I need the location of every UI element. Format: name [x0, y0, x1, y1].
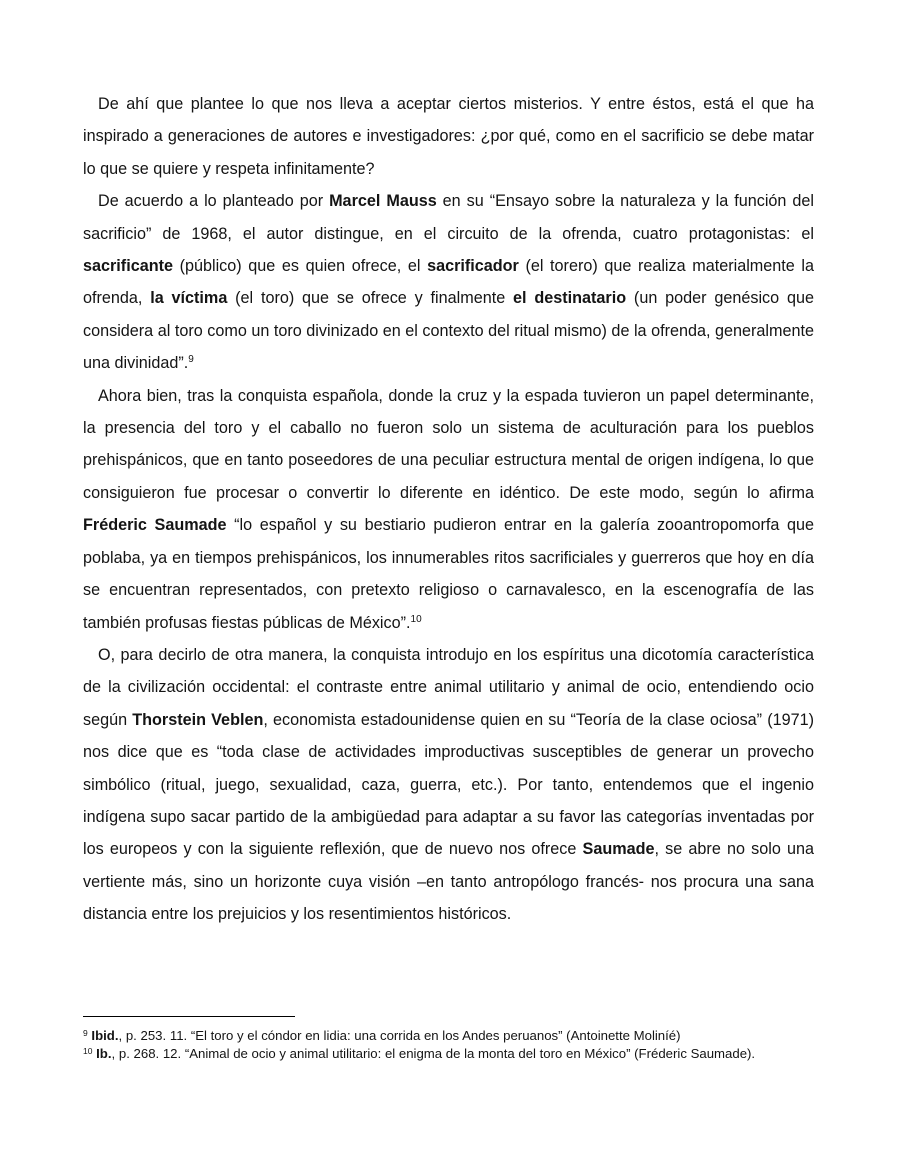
bold-text: sacrificador [427, 257, 519, 276]
bold-text: Marcel Mauss [329, 192, 437, 211]
footnote-9 [83, 1027, 814, 1045]
text-run: (un poder genésico que considera al toro como un toro divinizado en el contexto del ritual mismo) de la ofrenda, generalmente una divinidad”. [83, 289, 814, 373]
bold-text: Saumade [582, 840, 655, 859]
text-run: , se abre no solo una vertiente más, sino un horizonte cuya visión –en tanto antropólogo francés- nos procura una sana distancia entre los prejuicios y los resentimientos históricos. [83, 840, 814, 924]
footnote-ref: 10 [410, 613, 422, 625]
footnote-ref: 9 [188, 354, 194, 366]
bold-text: sacrificante [83, 257, 173, 276]
text-run: (el torero) que realiza materialmente la ofrenda, [83, 257, 814, 308]
text-run: (el toro) que se ofrece y finalmente [227, 289, 514, 308]
bold-text: la víctima [150, 289, 228, 308]
bold-text: Fréderic Saumade [83, 516, 227, 535]
text-run: (público) que es quien ofrece, el [172, 257, 428, 276]
footnote-ref: 10 [83, 1046, 93, 1056]
paragraph-3 [83, 380, 814, 639]
bold-text: Ibid. [91, 1028, 119, 1043]
paragraph-4 [83, 639, 814, 931]
footnotes [83, 1027, 814, 1063]
text-run: , economista estadounidense quien en su “Teoría de la clase ociosa” (1971) nos dice que es “toda clase de actividades improductivas susceptibles de generar un provecho simbólico (ritual, juego, sexualidad, caza, guerra, etc.). Por tanto, entendemos que el ingenio indígena supo sacar partido de la ambigüedad para adaptar a su favor las categorías inventadas por los europeos y con la siguiente reflexión, que de nuevo nos ofrece [83, 710, 814, 859]
text-run: , p. 253. 11. “El toro y el cóndor en lidia: una corrida en los Andes peruanos” (Antoinette Moliníé) [118, 1028, 681, 1043]
text-run: De ahí que plantee lo que nos lleva a aceptar ciertos misterios. Y entre éstos, está el que ha inspirado a generaciones de autores e investigadores: ¿por qué, como en el sacrificio se debe matar lo que se quiere y respeta infinitamente? [83, 95, 814, 178]
bold-text: Ib. [96, 1046, 112, 1061]
footnote-ref: 9 [83, 1028, 88, 1038]
bold-text: el destinatario [513, 289, 627, 308]
footnote-separator [83, 1016, 295, 1017]
bold-text: Thorstein Veblen [132, 710, 264, 729]
footnote-10 [83, 1045, 814, 1063]
paragraph-1 [83, 88, 814, 185]
text-run: Ahora bien, tras la conquista española, donde la cruz y la espada tuvieron un papel determinante, la presencia del toro y el caballo no fueron solo un sistema de aculturación para los pueblos prehispánicos, que en tanto poseedores de una peculiar estructura mental de origen indígena, lo que consiguieron fue procesar o convertir lo diferente en idéntico. De este modo, según lo afirma [83, 386, 814, 502]
text-run: “lo español y su bestiario pudieron entrar en la galería zooantropomorfa que poblaba, ya en tiempos prehispánicos, los innumerables ritos sacrificiales y guerreros que hoy en día se encuentran representados, con pretexto religioso o carnavalesco, en la escenografía de las también profusas fiestas públicas de México”. [83, 516, 814, 632]
text-run: , p. 268. 12. “Animal de ocio y animal utilitario: el enigma de la monta del toro en México” (Fréderic Saumade). [111, 1046, 756, 1061]
text-run: en su “Ensayo sobre la naturaleza y la función del sacrificio” de 1968, el autor distingue, en el circuito de la ofrenda, cuatro protagonistas: el [83, 192, 814, 243]
text-run: O, para decirlo de otra manera, la conquista introdujo en los espíritus una dicotomía característica de la civilización occidental: el contraste entre animal utilitario y animal de ocio, entendiendo ocio según [83, 645, 814, 729]
paragraph-2 [83, 185, 814, 379]
document-body [83, 88, 814, 931]
text-run: De acuerdo a lo planteado por [98, 192, 330, 211]
